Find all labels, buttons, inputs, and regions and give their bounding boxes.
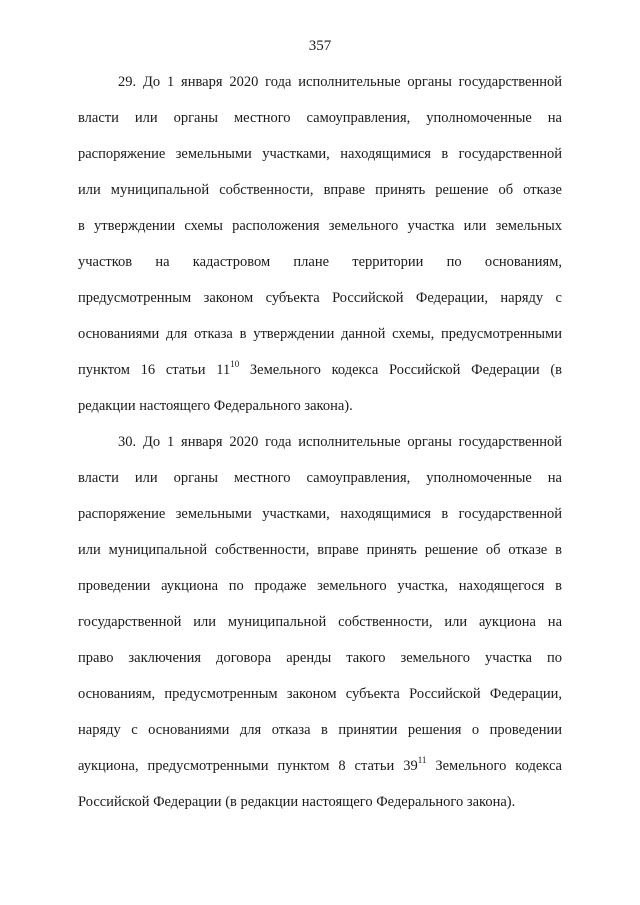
paragraph-29-line-2: власти или органы местного самоуправления, уполномоченные на xyxy=(78,110,562,126)
paragraph-29-line-6: участков на кадастровом плане территории по основаниям, xyxy=(78,254,562,270)
paragraph-30-line-2: власти или органы местного самоуправления, уполномоченные на xyxy=(78,470,562,486)
paragraph-29-line-10: редакции настоящего Федерального закона). xyxy=(78,398,353,414)
paragraph-30-line-6: государственной или муниципальной собственности, или аукциона на xyxy=(78,614,562,630)
text-segment: Земельного кодекса xyxy=(426,758,562,774)
paragraph-29-line-5: в утверждении схемы расположения земельного участка или земельных xyxy=(78,218,562,234)
superscript-number: 11 xyxy=(417,755,427,766)
page-number: 357 xyxy=(308,38,332,54)
paragraph-30-line-11: Российской Федерации (в редакции настоящего Федерального закона). xyxy=(78,794,516,810)
text-segment: Земельного кодекса Российской Федерации (в xyxy=(239,362,562,378)
paragraph-30-line-3: распоряжение земельными участками, находящимися в государственной xyxy=(78,506,562,522)
paragraph-30-line-9: наряду с основаниями для отказа в принятии решения о проведении xyxy=(78,722,562,738)
paragraph-29-line-1: 29. До 1 января 2020 года исполнительные органы государственной xyxy=(118,74,562,90)
paragraph-29-line-8: основаниями для отказа в утверждении данной схемы, предусмотренными xyxy=(78,326,562,342)
paragraph-29-line-7: предусмотренным законом субъекта Российской Федерации, наряду с xyxy=(78,290,562,306)
paragraph-30-line-8: основаниям, предусмотренным законом субъекта Российской Федерации, xyxy=(78,686,562,702)
paragraph-30-line-5: проведении аукциона по продаже земельного участка, находящегося в xyxy=(78,578,562,594)
paragraph-29-line-4: или муниципальной собственности, вправе принять решение об отказе xyxy=(78,182,562,198)
paragraph-30-line-1: 30. До 1 января 2020 года исполнительные органы государственной xyxy=(118,434,562,450)
text-segment: аукциона, предусмотренными пунктом 8 статьи 39 xyxy=(78,758,418,774)
paragraph-30-line-10 xyxy=(78,756,562,776)
paragraph-29-line-9 xyxy=(78,360,562,380)
paragraph-29-line-3: распоряжение земельными участками, находящимися в государственной xyxy=(78,146,562,162)
paragraph-30-line-4: или муниципальной собственности, вправе принять решение об отказе в xyxy=(78,542,562,558)
paragraph-30-line-7: право заключения договора аренды такого земельного участка по xyxy=(78,650,562,666)
superscript-number: 10 xyxy=(230,359,240,370)
text-segment: пунктом 16 статьи 11 xyxy=(78,362,231,378)
